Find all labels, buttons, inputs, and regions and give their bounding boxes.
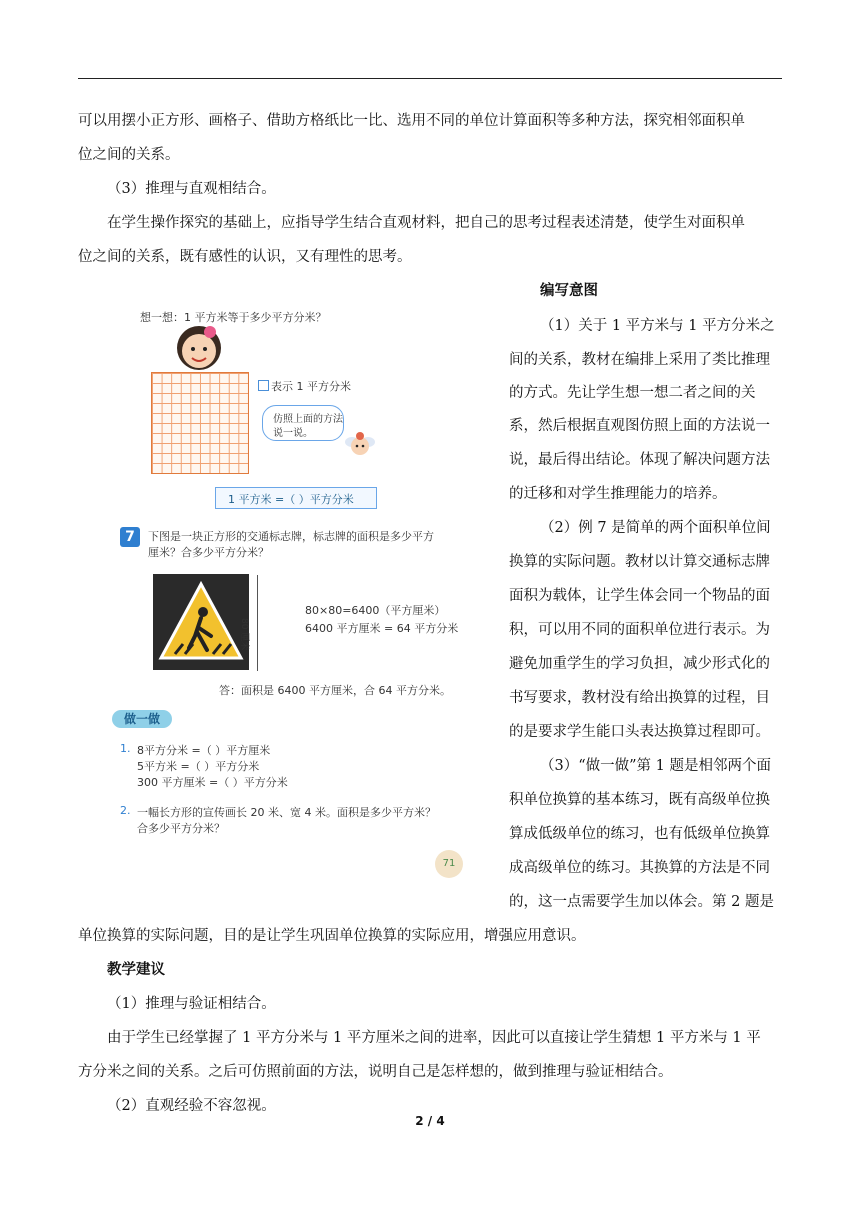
right-line: 算成低级单位的练习，也有低级单位换算 [509, 826, 770, 842]
exercise-line: 合多少平方分米？ [137, 822, 225, 835]
bubble-text: 说一说。 [273, 428, 313, 439]
exercise-number: 2. [120, 804, 131, 817]
square-meter-grid [151, 372, 249, 474]
paragraph-line: 在学生操作探究的基础上，应指导学生结合直观材料，把自己的思考过程表述清楚，使学生对面积单 [107, 215, 745, 231]
calc-line: 6400 平方厘米 = 64 平方分米 [305, 622, 459, 635]
right-line: 的是要求学生能口头表达换算过程即可。 [509, 724, 770, 740]
right-line: （2）例 7 是简单的两个面积单位间 [540, 520, 771, 536]
speech-bubble [262, 405, 344, 441]
right-line: 积单位换算的基本练习，既有高级单位换 [509, 792, 770, 808]
do-it-label: 做一做 [112, 710, 172, 728]
dimension-line [257, 575, 258, 671]
pedestrian-sign-icon [153, 574, 249, 670]
calc-line: 80×80=6400（平方厘米） [305, 604, 446, 617]
example-text: 厘米？合多少平方分米？ [148, 546, 269, 559]
right-line: 书写要求，教材没有给出换算的过程，目 [509, 690, 770, 706]
header-rule [78, 78, 782, 79]
section-heading: （3）推理与直观相结合。 [107, 181, 276, 197]
page-footer: 2 / 4 [415, 1114, 445, 1128]
equation-box [215, 487, 377, 509]
think-title: 想一想：1 平方米等于多少平方分米？ [140, 311, 327, 324]
section-heading: （1）推理与验证相结合。 [107, 996, 276, 1012]
right-line: 积，可以用不同的面积单位进行表示。为 [509, 622, 770, 638]
design-intent-heading: 编写意图 [540, 283, 598, 299]
teaching-advice-heading: 教学建议 [107, 962, 165, 978]
right-line: （3）“做一做”第 1 题是相邻两个面 [540, 758, 771, 774]
textbook-page-image [115, 290, 485, 890]
equation-text: 1 平方米 =（ ）平方分米 [228, 493, 354, 506]
paragraph-line: 位之间的关系。 [78, 147, 180, 163]
paragraph-line: 位之间的关系，既有感性的认识，又有理性的思考。 [78, 249, 412, 265]
right-line: 避免加重学生的学习负担，减少形式化的 [509, 656, 770, 672]
bubble-text: 仿照上面的方法 [273, 414, 343, 425]
right-line: 面积为载体，让学生体会同一个物品的面 [509, 588, 770, 604]
paragraph-line: 可以用摆小正方形、画格子、借助方格纸比一比、选用不同的单位计算面积等多种方法，探究相邻面积单 [78, 113, 745, 129]
textbook-page-number: 71 [435, 850, 463, 878]
right-line: 的，这一点需要学生加以体会。第 2 题是 [509, 894, 774, 910]
right-line: （1）关于 1 平方米与 1 平方分米之 [540, 318, 775, 334]
paragraph-line: 方分米之间的关系。之后可仿照前面的方法，说明自己是怎样想的，做到推理与验证相结合。 [78, 1064, 673, 1080]
angel-illustration [343, 430, 377, 464]
right-line: 换算的实际问题。教材以计算交通标志牌 [509, 554, 770, 570]
exercise-line: 一幅长方形的宣传画长 20 米、宽 4 米。面积是多少平方米？ [137, 806, 436, 819]
paragraph-line: 单位换算的实际问题，目的是让学生巩固单位换算的实际应用，增强应用意识。 [78, 928, 586, 944]
dimension-label: 80 厘米 [239, 618, 249, 651]
right-line: 的迁移和对学生推理能力的培养。 [509, 486, 727, 502]
example-number-badge: 7 [120, 527, 140, 547]
paragraph-line: 由于学生已经掌握了 1 平方分米与 1 平方厘米之间的进率，因此可以直接让学生猜想 1 平方米与 1 平 [107, 1030, 761, 1046]
answer-line: 答：面积是 6400 平方厘米，合 64 平方分米。 [219, 684, 451, 697]
right-line: 成高级单位的练习。其换算的方法是不同 [509, 860, 770, 876]
example-text: 下图是一块正方形的交通标志牌，标志牌的面积是多少平方 [148, 530, 434, 543]
exercise-line: 300 平方厘米 =（ ）平方分米 [137, 776, 288, 789]
exercise-number: 1. [120, 742, 131, 755]
girl-illustration [170, 318, 228, 376]
right-line: 系，然后根据直观图仿照上面的方法说一 [509, 418, 770, 434]
exercise-line: 8平方分米 =（ ）平方厘米 [137, 744, 271, 757]
legend-text: 表示 1 平方分米 [271, 380, 351, 393]
right-line: 说，最后得出结论。体现了解决问题方法 [509, 452, 770, 468]
right-line: 间的关系，教材在编排上采用了类比推理 [509, 352, 770, 368]
section-heading: （2）直观经验不容忽视。 [107, 1098, 276, 1114]
exercise-line: 5平方米 =（ ）平方分米 [137, 760, 260, 773]
legend-square-icon [258, 380, 269, 391]
right-line: 的方式。先让学生想一想二者之间的关 [509, 385, 756, 401]
